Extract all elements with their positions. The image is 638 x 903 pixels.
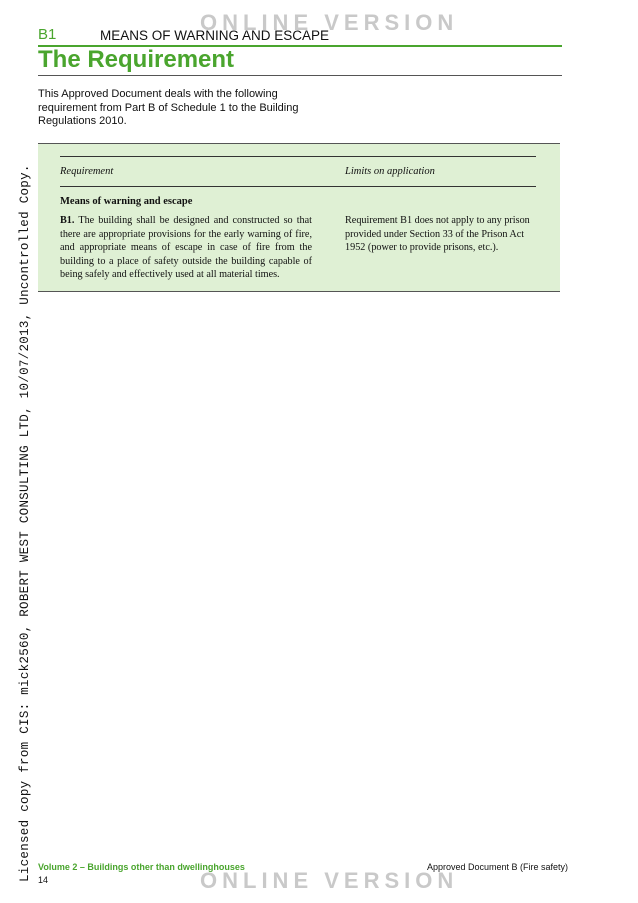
limits-text: Requirement B1 does not apply to any prison provided under Section 33 of the Prison Act 1952 (power to provide prisons, etc.). [345, 215, 530, 254]
column-header-limits: Limits on application [345, 166, 435, 177]
intro-paragraph: This Approved Document deals with the following requirement from Part B of Schedule 1 to the Building Regulations 2010. [38, 88, 299, 127]
footer-document: Approved Document B (Fire safety) [427, 862, 569, 872]
table-subheading: Means of warning and escape [60, 196, 193, 207]
title-rule [38, 75, 562, 76]
table-header-rule [60, 186, 536, 187]
license-side-text: Licensed copy from CIS: mick2560, ROBERT WEST CONSULTING LTD, 10/07/2013, Uncontrolled Copy. [18, 164, 32, 882]
table-top-rule [60, 156, 536, 157]
watermark-top: ONLINE VERSION [200, 10, 459, 35]
requirement-table [38, 143, 560, 292]
footer-volume: Volume 2 – Buildings other than dwellinghouses [38, 862, 245, 872]
requirement-number: B1. [60, 215, 75, 226]
requirement-text [60, 214, 312, 282]
requirement-body: The building shall be designed and constructed so that there are appropriate provisions for the early warning of fire, and appropriate means of escape in case of fire from the building to a place of safety outside the building capable of being safely and effectively used at all material times. [60, 215, 312, 281]
page-number: 14 [38, 875, 49, 885]
column-header-requirement: Requirement [60, 166, 114, 177]
watermark-bottom: ONLINE VERSION [200, 868, 459, 893]
section-title: MEANS OF WARNING AND ESCAPE [100, 28, 330, 43]
section-code: B1 [38, 26, 57, 43]
page-title: The Requirement [38, 46, 235, 73]
